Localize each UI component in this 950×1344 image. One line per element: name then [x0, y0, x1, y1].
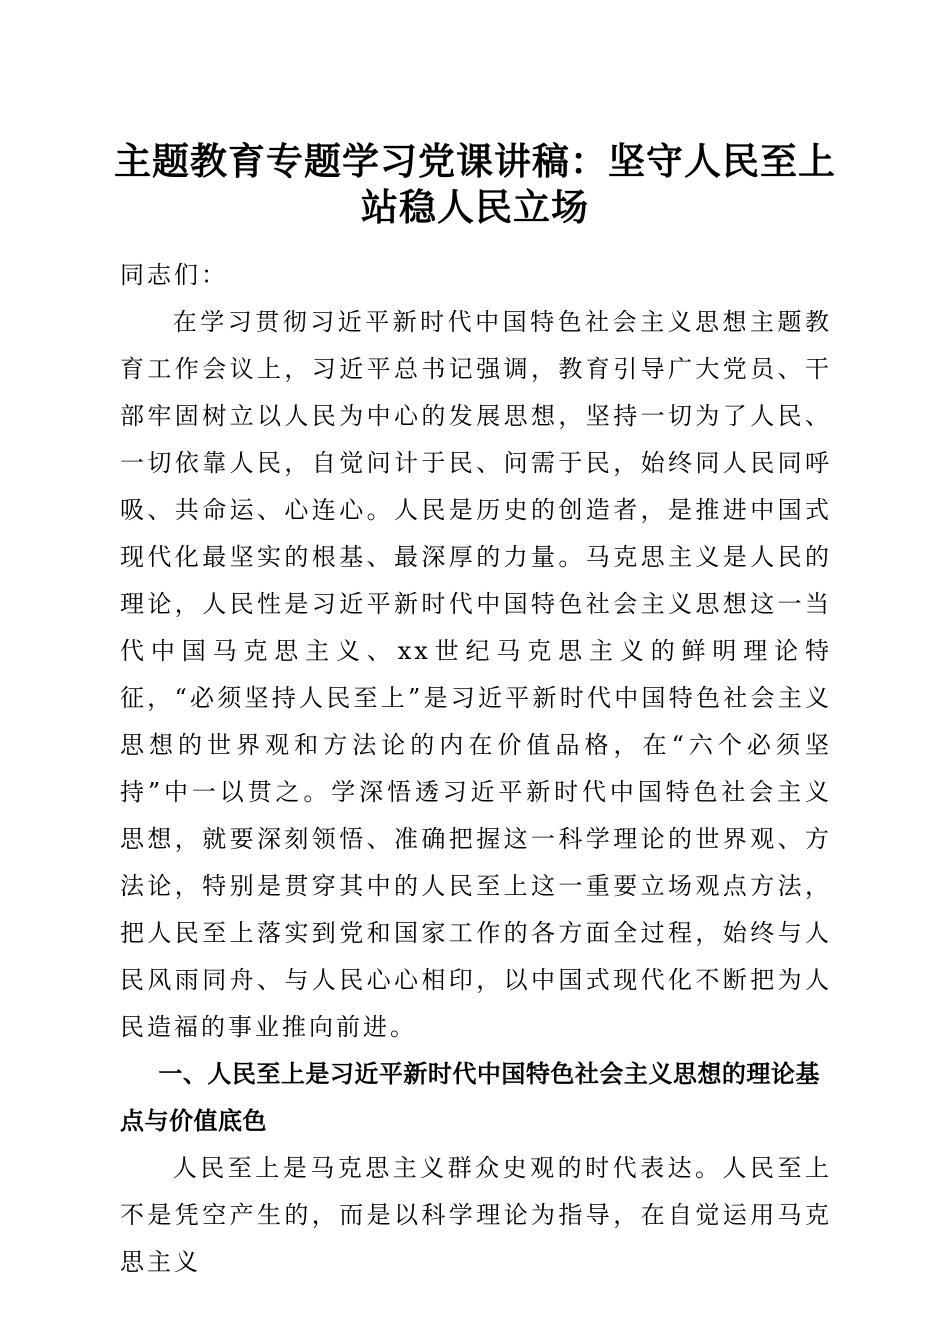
document-title: 主题教育专题学习党课讲稿：坚守人民至上站稳人民立场: [114, 139, 836, 229]
intro-paragraph: 在学习贯彻习近平新时代中国特色社会主义思想主题教育工作会议上，习近平总书记强调，教育引导广大党员、干部牢固树立以人民为中心的发展思想，坚持一切为了人民、一切依靠人民，自觉问计于民、问需于民，始终同人民同呼吸、共命运、心连心。人民是历史的创造者，是推进中国式现代化最坚实的根基、最深厚的力量。马克思主义是人民的理论，人民性是习近平新时代中国特色社会主义思想这一当代中国马克思主义、xx世纪马克思主义的鲜明理论特征，“必须坚持人民至上”是习近平新时代中国特色社会主义思想的世界观和方法论的内在价值品格，在“六个必须坚持”中一以贯之。学深悟透习近平新时代中国特色社会主义思想，就要深刻领悟、准确把握这一科学理论的世界观、方法论，特别是贯穿其中的人民至上这一重要立场观点方法，把人民至上落实到党和国家工作的各方面全过程，始终与人民风雨同舟、与人民心心相印，以中国式现代化不断把为人民造福的事业推向前进。: [120, 308, 832, 1041]
section-paragraph: 人民至上是马克思主义群众史观的时代表达。人民至上不是凭空产生的，而是以科学理论为指导，在自觉运用马克思主义: [120, 1154, 832, 1276]
section-heading: 一、人民至上是习近平新时代中国特色社会主义思想的理论基点与价值底色: [120, 1060, 820, 1135]
salutation: 同志们：: [120, 261, 228, 289]
document-body: [120, 252, 832, 1286]
